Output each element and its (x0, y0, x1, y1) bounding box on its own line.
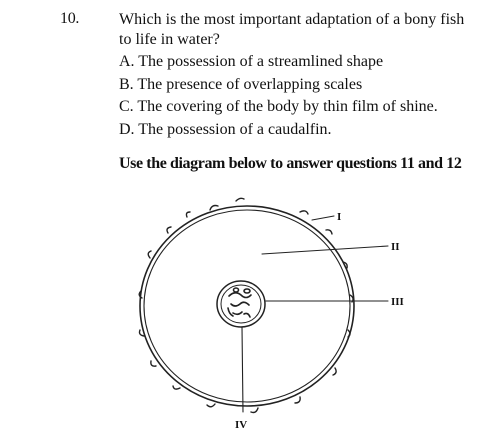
label-iii: III (391, 296, 404, 308)
label-ii: II (391, 241, 400, 253)
cell-membrane-outer (140, 206, 354, 406)
option-c: C. The covering of the body by thin film of shine. (119, 98, 438, 115)
question-text-line-1: Which is the most important adaptation of a bony fish (119, 11, 465, 28)
cell-membrane-inner (144, 210, 350, 402)
label-iv: IV (235, 419, 248, 431)
question-number: 10. (60, 10, 80, 27)
option-b: B. The presence of overlapping scales (119, 75, 363, 93)
option-d: D. The possession of a caudalfin. (119, 120, 332, 138)
diagram-instruction: Use the diagram below to answer questions 11 and 12 (119, 155, 462, 172)
question-text-line-2: to life in water? (119, 31, 220, 48)
boundary-projections (139, 198, 353, 412)
nucleus (217, 281, 265, 327)
option-a: A. The possession of a streamlined shape (119, 53, 384, 70)
label-i: I (337, 211, 342, 223)
